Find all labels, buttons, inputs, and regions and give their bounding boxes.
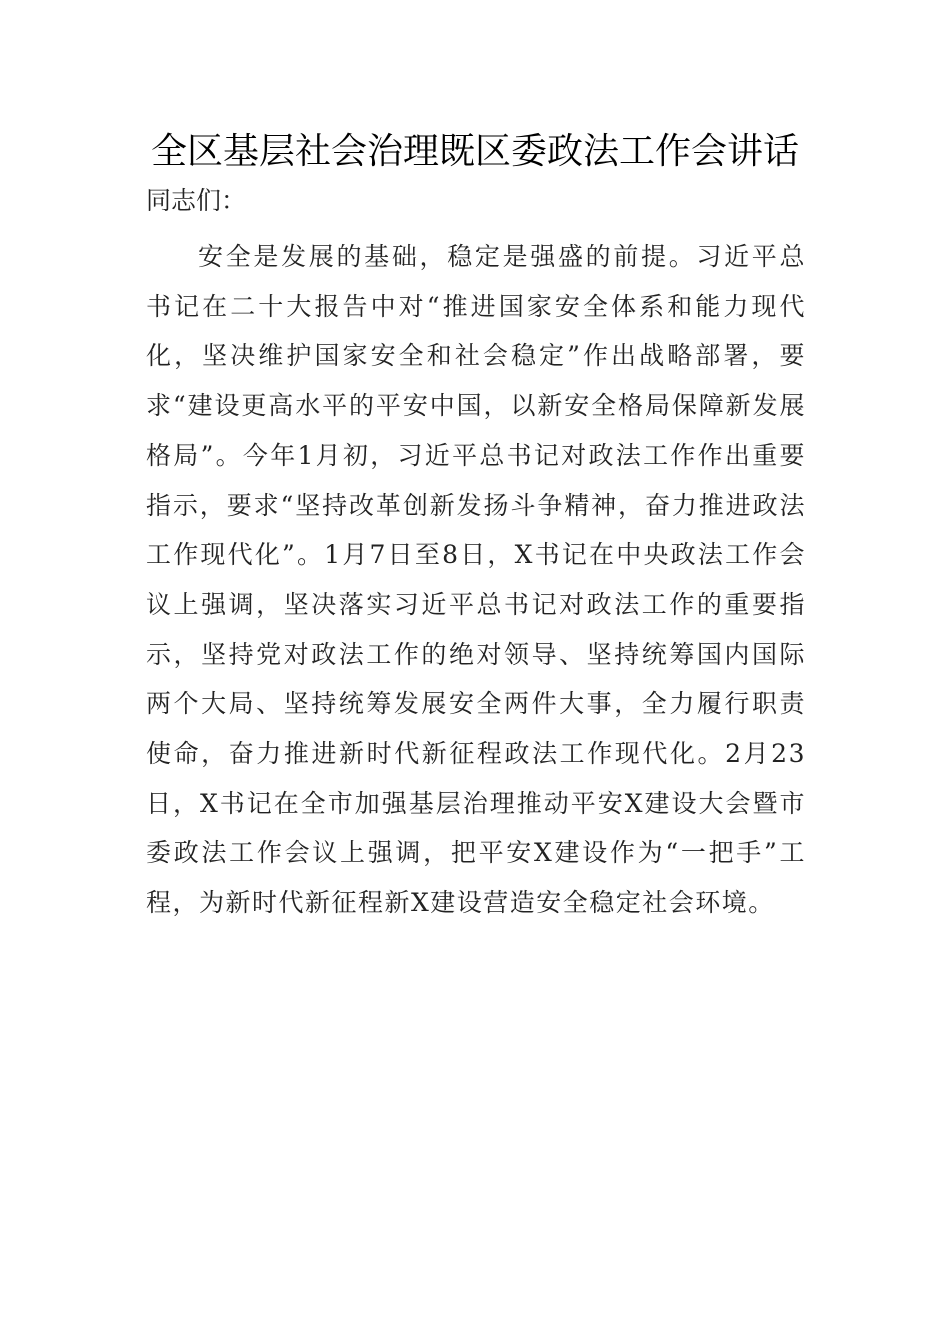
document-title: 全区基层社会治理既区委政法工作会讲话: [150, 131, 799, 172]
body-paragraph: 安全是发展的基础，稳定是强盛的前提。习近平总书记在二十大报告中对“推进国家安全体系和能力现代化，坚决维护国家安全和社会稳定”作出战略部署，要求“建设更高水平的平安中国，以新安全格局保障新发展格局”。今年1月初，习近平总书记对政法工作作出重要指示，要求“坚持改革创新发扬斗争精神，奋力推进政法工作现代化”。1月7日至8日，X书记在中央政法工作会议上强调，坚决落实习近平总书记对政法工作的重要指示，坚持党对政法工作的绝对领导、坚持统筹国内国际两个大局、坚持统筹发展安全两件大事，全力履行职责使命，奋力推进新时代新征程政法工作现代化。2月23日，X书记在全市加强基层治理推动平安X建设大会暨市委政法工作会议上强调，把平安X建设作为“一把手”工程，为新时代新征程新X建设营造安全稳定社会环境。: [146, 242, 806, 918]
salutation: 同志们：: [146, 186, 247, 215]
